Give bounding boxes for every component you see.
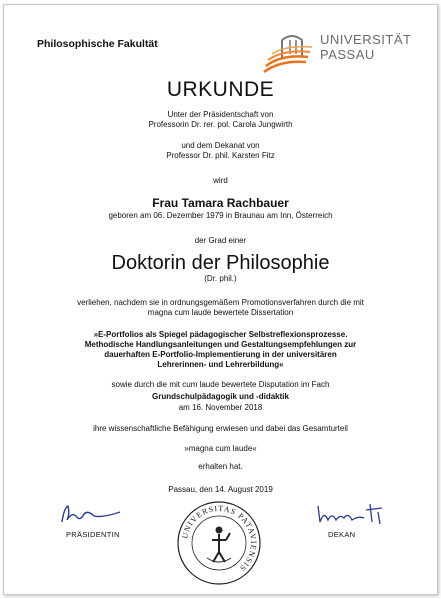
place-and-date: Passau, den 14. August 2019 — [168, 485, 273, 494]
wird-text: wird — [213, 176, 228, 185]
verdict-closing: erhalten hat. — [198, 462, 243, 471]
procedure-text-1: verliehen, nachdem sie in ordnungsgemäßem Promotionsverfahren durch die mit — [77, 298, 364, 307]
subject-field: Grundschulpädagogik und -didaktik — [152, 392, 289, 401]
birth-info: geboren am 06. Dezember 1979 in Braunau am Inn, Österreich — [108, 211, 333, 220]
logo-text-line2: PASSAU — [320, 47, 375, 62]
logo-emblem-icon — [262, 28, 322, 78]
thesis-title-3: dauerhaften E-Portfolio-Implementierung in der universitären — [104, 350, 337, 359]
deanship-intro: und dem Dekanat von — [181, 141, 260, 150]
president-signature — [58, 500, 124, 526]
thesis-title-4: Lehrerinnen- und Lehrerbildung« — [157, 360, 284, 369]
disputation-date: am 16. November 2018 — [178, 403, 263, 412]
logo-text-line1: UNIVERSITÄT — [320, 32, 412, 47]
disputation-text: sowie durch die mit cum laude bewertete Disputation im Fach — [111, 380, 330, 389]
thesis-title-1: »E-Portfolios als Spiegel pädagogischer Selbstreflexionsprozesse. — [93, 330, 348, 339]
overall-grade: »magna cum laude« — [184, 444, 257, 453]
document-title: URKUNDE — [166, 78, 275, 101]
president-name: Professorin Dr. rer. pol. Carola Jungwirth — [148, 120, 293, 129]
degree-abbreviation: (Dr. phil.) — [204, 274, 237, 283]
dean-label: DEKAN — [328, 530, 356, 539]
presidency-intro: Unter der Präsidentschaft von — [167, 110, 274, 119]
procedure-text-2: magna cum laude bewertete Dissertation — [147, 308, 294, 317]
thesis-title-2: Methodische Handlungsanleitungen und Gestaltungsempfehlungen zur — [84, 340, 357, 349]
svg-text:UNIVERSITAS PATAVIENSIS: UNIVERSITAS PATAVIENSIS — [180, 503, 259, 574]
dean-name: Professor Dr. phil. Karsten Fitz — [166, 151, 275, 160]
dean-signature — [314, 500, 390, 528]
university-logo — [262, 28, 434, 78]
faculty-name: Philosophische Fakultät — [37, 38, 158, 50]
grade-intro: der Grad einer — [194, 236, 247, 245]
verdict-intro: ihre wissenschaftliche Befähigung erwiesen und dabei das Gesamturteil — [93, 424, 348, 433]
recipient-name: Frau Tamara Rachbauer — [152, 196, 289, 210]
president-label: PRÄSIDENTIN — [66, 530, 120, 539]
degree-title: Doktorin der Philosophie — [111, 252, 330, 274]
university-seal — [176, 500, 262, 586]
